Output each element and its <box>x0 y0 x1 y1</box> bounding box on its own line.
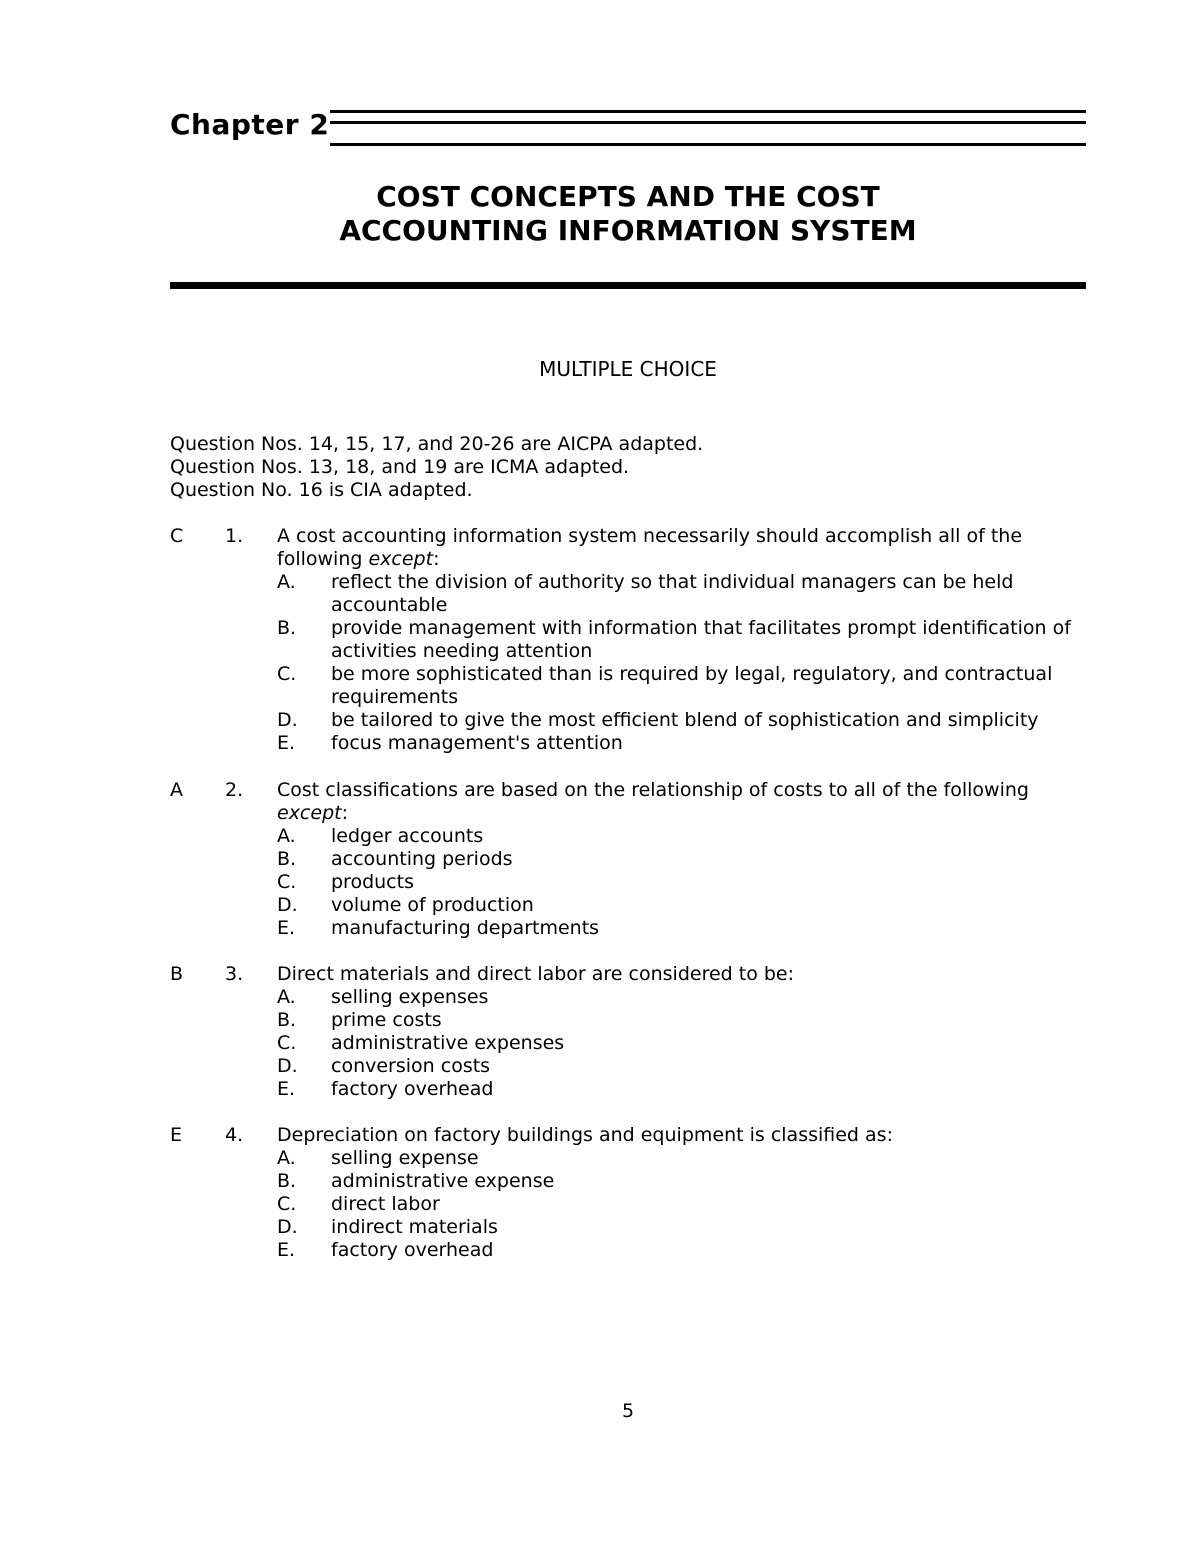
section-title: MULTIPLE CHOICE <box>539 357 717 381</box>
option-letter: C. <box>277 1032 297 1054</box>
option-letter: E. <box>277 732 296 754</box>
option-text: administrative expense <box>331 1170 555 1192</box>
option-text: prime costs <box>331 1009 442 1031</box>
option-text: be tailored to give the most efficient blend of sophistication and simplicity <box>331 709 1039 731</box>
option-letter: B. <box>277 848 297 870</box>
question-stem <box>277 525 1087 571</box>
option-text: accounting periods <box>331 848 513 870</box>
option-letter: C. <box>277 871 297 893</box>
option-text: selling expenses <box>331 986 489 1008</box>
option-text: factory overhead <box>331 1239 494 1261</box>
option-text: products <box>331 871 414 893</box>
answer-key: E <box>170 1124 183 1146</box>
option-text: direct labor <box>331 1193 440 1215</box>
option-letter: A. <box>277 571 296 593</box>
option-text: indirect materials <box>331 1216 498 1238</box>
option-text: provide management with information that facilitates prompt identification of activities needing attention <box>331 617 1071 662</box>
source-note-1: Question Nos. 14, 15, 17, and 20-26 are AICPA adapted. <box>170 433 704 455</box>
option-letter: E. <box>277 1239 296 1261</box>
option-text: manufacturing departments <box>331 917 600 939</box>
option-letter: B. <box>277 1009 297 1031</box>
option-letter: C. <box>277 1193 297 1215</box>
option-text: focus management's attention <box>331 732 623 754</box>
chapter-title-line-1: COST CONCEPTS AND THE COST <box>376 180 880 213</box>
question-stem-text: A cost accounting information system necessarily should accomplish all of the following <box>277 525 1023 570</box>
question-number: 4. <box>225 1124 244 1146</box>
option-letter: A. <box>277 986 296 1008</box>
option-text: selling expense <box>331 1147 479 1169</box>
answer-key: C <box>170 525 184 547</box>
option-letter: E. <box>277 917 296 939</box>
option-text: be more sophisticated than is required by legal, regulatory, and contractual requirements <box>331 663 1053 708</box>
option-letter: D. <box>277 709 298 731</box>
question-number: 2. <box>225 779 244 801</box>
header-rule-middle <box>330 121 1086 124</box>
chapter-label: Chapter 2 <box>170 108 330 141</box>
question-stem: Depreciation on factory buildings and equipment is classified as: <box>277 1124 893 1146</box>
option-text: conversion costs <box>331 1055 491 1077</box>
answer-key: B <box>170 963 184 985</box>
option-letter: D. <box>277 1216 298 1238</box>
answer-key: A <box>170 779 183 801</box>
option-letter: E. <box>277 1078 296 1100</box>
source-note-3: Question No. 16 is CIA adapted. <box>170 479 473 501</box>
option-letter: B. <box>277 617 297 639</box>
option-text: administrative expenses <box>331 1032 565 1054</box>
question-number: 3. <box>225 963 244 985</box>
option-letter: A. <box>277 825 296 847</box>
question-stem-text: Cost classifications are based on the relationship of costs to all of the following <box>277 779 1029 801</box>
option-text: ledger accounts <box>331 825 484 847</box>
option-letter: A. <box>277 1147 296 1169</box>
option-text: volume of production <box>331 894 534 916</box>
question-stem-emphasis: except <box>277 802 342 824</box>
question-stem: Direct materials and direct labor are considered to be: <box>277 963 795 985</box>
option-text: reflect the division of authority so that individual managers can be held accountable <box>331 571 1014 616</box>
source-note-2: Question Nos. 13, 18, and 19 are ICMA adapted. <box>170 456 630 478</box>
question-stem-suffix: : <box>433 548 440 570</box>
page-number: 5 <box>621 1400 635 1422</box>
question-stem-suffix: : <box>341 802 348 824</box>
option-letter: B. <box>277 1170 297 1192</box>
option-letter: D. <box>277 894 298 916</box>
header-rule-top <box>330 110 1086 113</box>
option-letter: C. <box>277 663 297 685</box>
title-divider <box>170 282 1086 289</box>
option-text: factory overhead <box>331 1078 494 1100</box>
question-number: 1. <box>225 525 244 547</box>
question-stem <box>277 779 1087 825</box>
question-stem-emphasis: except <box>368 548 434 570</box>
option-letter: D. <box>277 1055 298 1077</box>
chapter-title-line-2: ACCOUNTING INFORMATION SYSTEM <box>339 214 917 247</box>
header-rule-bottom <box>330 143 1086 146</box>
